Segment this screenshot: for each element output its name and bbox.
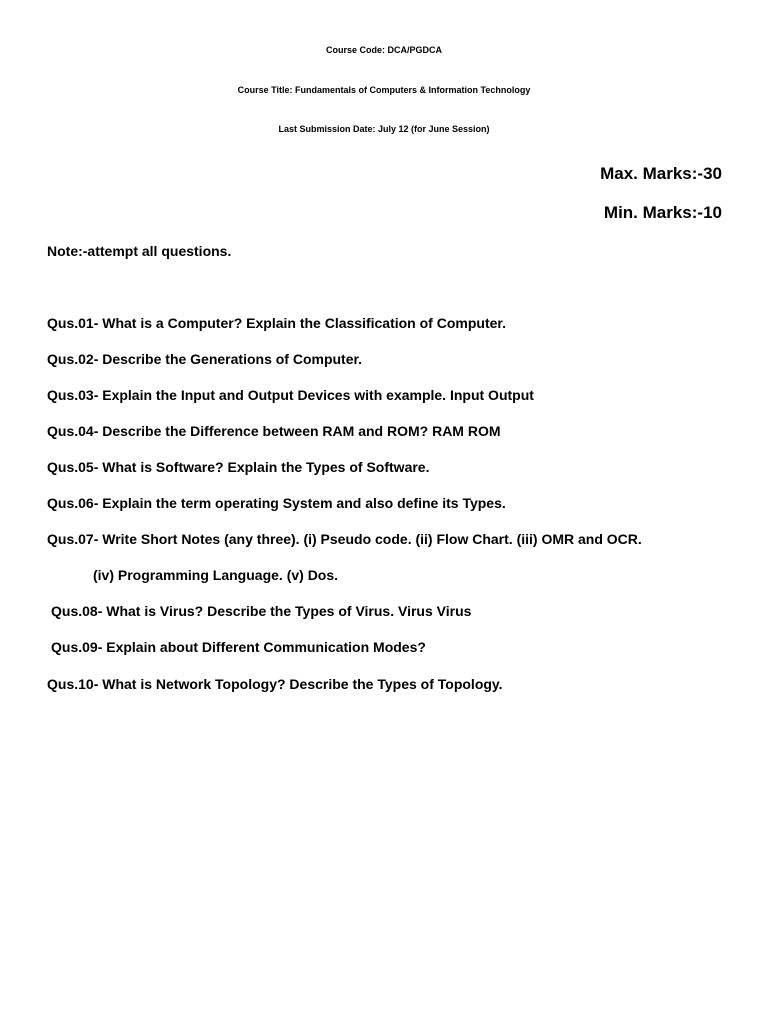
question-06: Qus.06- Explain the term operating System and also define its Types.: [47, 495, 506, 511]
question-09: Qus.09- Explain about Different Communication Modes?: [51, 639, 426, 655]
question-07: Qus.07- Write Short Notes (any three). (i) Pseudo code. (ii) Flow Chart. (iii) OMR and OCR.: [47, 531, 642, 547]
question-10: Qus.10- What is Network Topology? Describe the Types of Topology.: [47, 676, 503, 692]
question-08: Qus.08- What is Virus? Describe the Types of Virus. Virus Virus: [51, 603, 472, 619]
question-02: Qus.02- Describe the Generations of Computer.: [47, 351, 363, 367]
note: Note:-attempt all questions.: [47, 243, 232, 259]
question-07-continued: (iv) Programming Language. (v) Dos.: [93, 567, 339, 583]
min-marks: Min. Marks:-10: [603, 203, 722, 222]
course-code: Course Code: DCA/PGDCA: [325, 45, 442, 55]
max-marks: Max. Marks:-30: [600, 164, 722, 183]
course-title: Course Title: Fundamentals of Computers & Information Technology: [237, 85, 531, 95]
question-01: Qus.01- What is a Computer? Explain the Classification of Computer.: [47, 315, 506, 331]
question-05: Qus.05- What is Software? Explain the Types of Software.: [47, 459, 430, 475]
last-submission-date: Last Submission Date: July 12 (for June Session): [278, 124, 490, 134]
question-04: Qus.04- Describe the Difference between RAM and ROM? RAM ROM: [47, 423, 501, 439]
question-03: Qus.03- Explain the Input and Output Devices with example. Input Output: [47, 387, 534, 403]
